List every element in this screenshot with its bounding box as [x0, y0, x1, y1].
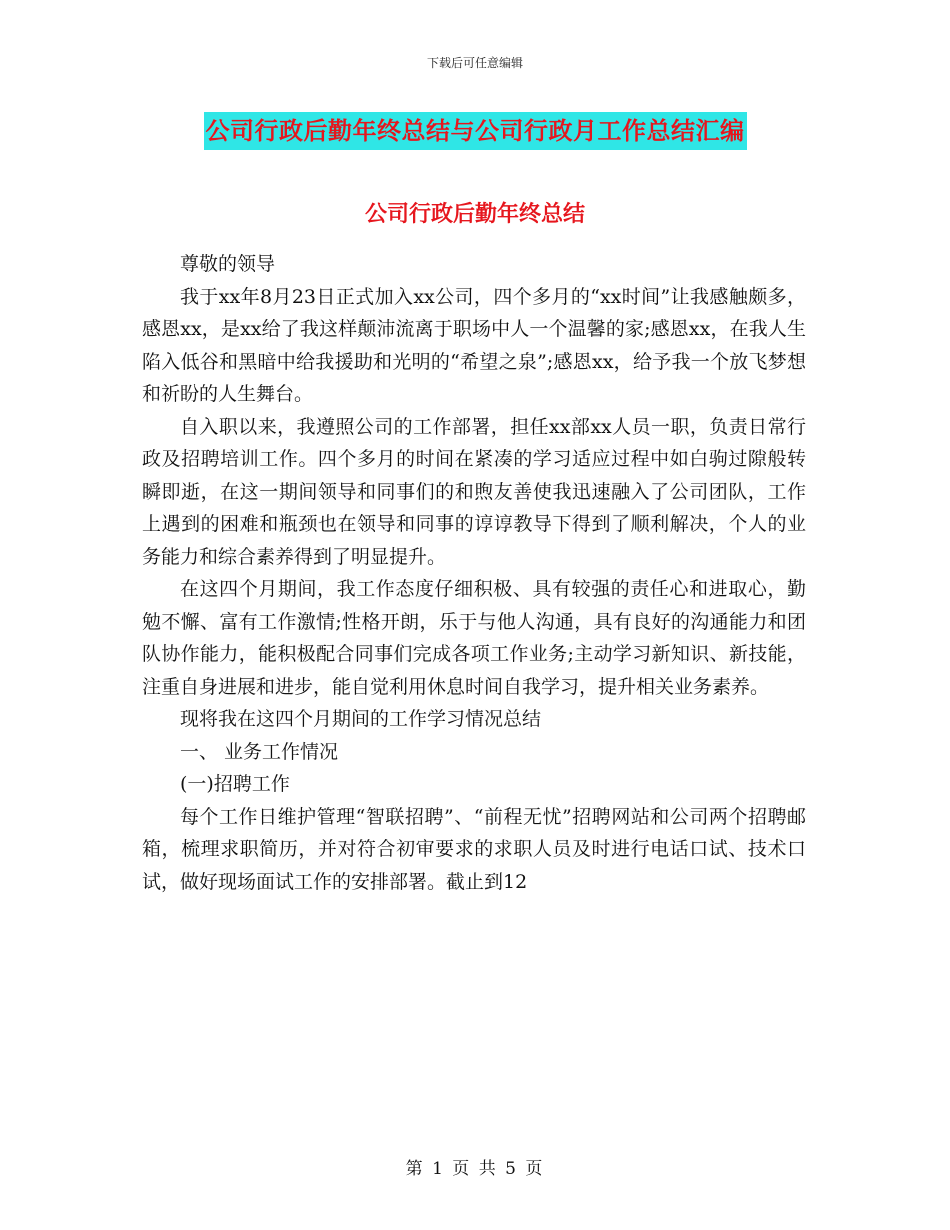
paragraph: 我于xx年8月23日正式加入xx公司，四个多月的“xx时间”让我感触颇多，感恩xx，是xx给了我这样颠沛流离于职场中人一个温馨的家;感恩xx，在我人生陷入低谷和黑暗中给我援助和光明的“希望之泉”;感恩xx，给予我一个放飞梦想和祈盼的人生舞台。: [142, 285, 806, 405]
paragraph: 每个工作日维护管理“智联招聘”、“前程无忧”招聘网站和公司两个招聘邮箱，梳理求职简历，并对符合初审要求的求职人员及时进行电话口试、技术口试，做好现场面试工作的安排部署。截止到12: [142, 805, 806, 893]
document-body: [142, 248, 806, 898]
paragraph: 自入职以来，我遵照公司的工作部署，担任xx部xx人员一职，负责日常行政及招聘培训工作。四个多月的时间在紧凑的学习适应过程中如白驹过隙般转瞬即逝，在这一期间领导和同事们的和煦友善使我迅速融入了公司团队，工作上遇到的困难和瓶颈也在领导和同事的谆谆教导下得到了顺利解决，个人的业务能力和综合素养得到了明显提升。: [142, 415, 806, 568]
main-title-wrap: [0, 112, 950, 150]
salutation: 尊敬的领导: [180, 253, 276, 275]
subsection-heading: (一)招聘工作: [180, 773, 290, 795]
page-footer: 第 1 页 共 5 页: [405, 1159, 545, 1179]
section-heading: 一、 业务工作情况: [180, 740, 339, 763]
main-title: 公司行政后勤年终总结与公司行政月工作总结汇编: [204, 112, 747, 150]
header-note: 下载后可任意编辑: [426, 56, 523, 70]
paragraph: 在这四个月期间，我工作态度仔细积极、具有较强的责任心和进取心，勤勉不懈、富有工作激情;性格开朗，乐于与他人沟通，具有良好的沟通能力和团队协作能力，能积极配合同事们完成各项工作业务;主动学习新知识、新技能，注重自身进展和进步，能自觉利用休息时间自我学习，提升相关业务素养。: [142, 578, 806, 698]
section-title: 公司行政后勤年终总结: [364, 202, 585, 227]
paragraph: 现将我在这四个月期间的工作学习情况总结: [180, 708, 542, 730]
